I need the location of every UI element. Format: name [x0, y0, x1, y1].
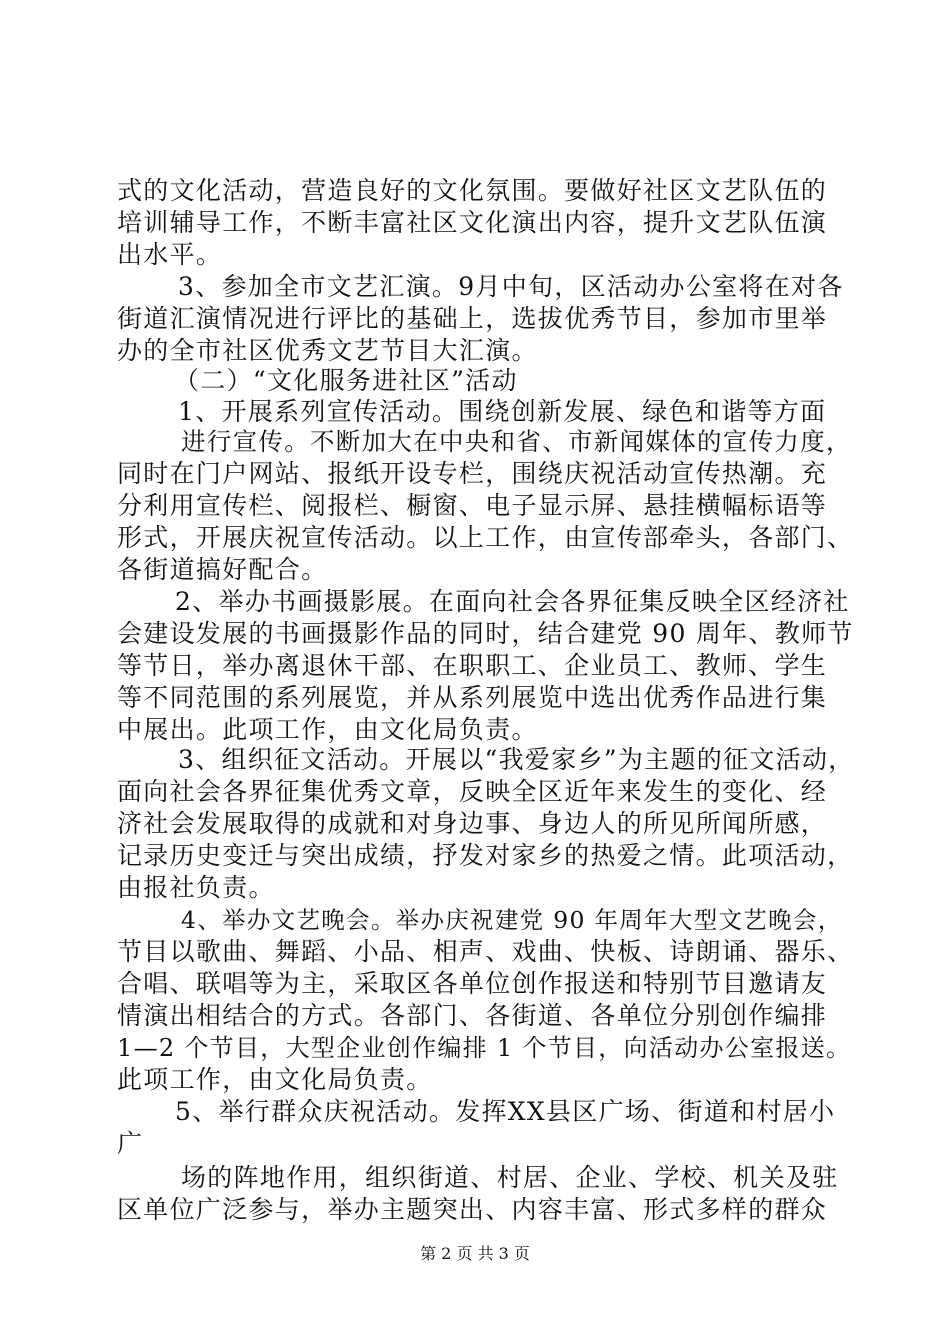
body-line: 5、举行群众庆祝活动。发挥XX县区广场、街道和村居小: [175, 1097, 836, 1126]
page-number-footer: 第 2 页 共 3 页: [420, 1244, 530, 1263]
body-line: 同时在门户网站、报纸开设专栏，围绕庆祝活动宣传热潮。充: [117, 459, 828, 488]
body-line: 由报社负责。: [117, 873, 275, 902]
body-line: 面向社会各界征集优秀文章，反映全区近年来发生的变化、经: [117, 777, 828, 806]
body-line: 进行宣传。不断加大在中央和省、市新闻媒体的宣传力度，: [181, 427, 852, 456]
body-line: 1、开展系列宣传活动。围绕创新发展、绿色和谐等方面: [178, 397, 827, 426]
body-line: 培训辅导工作，不断丰富社区文化演出内容，提升文艺队伍演: [117, 208, 828, 237]
body-line: 2、举办书画摄影展。在面向社会各界征集反映全区经济社: [175, 587, 850, 616]
body-line: 等节日，举办离退休干部、在职职工、企业员工、教师、学生: [117, 651, 828, 680]
body-line: 场的阵地作用，组织街道、村居、企业、学校、机关及驻: [181, 1163, 839, 1192]
body-line: 各街道搞好配合。: [117, 555, 328, 584]
body-line: 3、组织征文活动。开展以“我爱家乡”为主题的征文活动，: [178, 745, 855, 774]
body-line: 区单位广泛参与，举办主题突出、内容丰富、形式多样的群众: [117, 1195, 828, 1224]
body-line: 会建设发展的书画摄影作品的同时，结合建党 90 周年、教师节: [117, 619, 854, 648]
body-line: 情演出相结合的方式。各部门、各街道、各单位分别创作编排: [117, 1001, 828, 1030]
section-heading: （二）“文化服务进社区”活动: [174, 366, 518, 395]
body-line: 3、参加全市文艺汇演。9月中旬，区活动办公室将在对各: [178, 272, 844, 301]
body-line: 节目以歌曲、舞蹈、小品、相声、戏曲、快板、诗朗诵、器乐、: [117, 937, 854, 966]
body-line: 出水平。: [117, 240, 223, 269]
body-line: 分利用宣传栏、阅报栏、橱窗、电子显示屏、悬挂横幅标语等: [117, 491, 828, 520]
body-line: 1—2 个节目，大型企业创作编排 1 个节目，向活动办公室报送。: [117, 1034, 852, 1062]
body-line: 此项工作，由文化局负责。: [117, 1065, 433, 1094]
body-line: 合唱、联唱等为主，采取区各单位创作报送和特别节目邀请友: [117, 969, 828, 998]
body-line: 街道汇演情况进行评比的基础上，选拔优秀节目，参加市里举: [117, 304, 828, 333]
body-line: 形式，开展庆祝宣传活动。以上工作，由宣传部牵头，各部门、: [117, 523, 854, 552]
body-line: 广: [117, 1129, 144, 1158]
body-line: 式的文化活动，营造良好的文化氛围。要做好社区文艺队伍的: [117, 176, 828, 205]
body-line: 济社会发展取得的成就和对身边事、身边人的所见所闻所感，: [117, 809, 828, 838]
body-line: 中展出。此项工作，由文化局负责。: [117, 715, 538, 744]
body-line: 4、举办文艺晚会。举办庆祝建党 90 年周年大型文艺晚会，: [181, 906, 843, 934]
body-line: 等不同范围的系列展览，并从系列展览中选出优秀作品进行集: [117, 683, 828, 712]
body-line: 记录历史变迁与突出成绩，抒发对家乡的热爱之情。此项活动，: [117, 841, 854, 870]
body-line: 办的全市社区优秀文艺节目大汇演。: [117, 336, 538, 365]
